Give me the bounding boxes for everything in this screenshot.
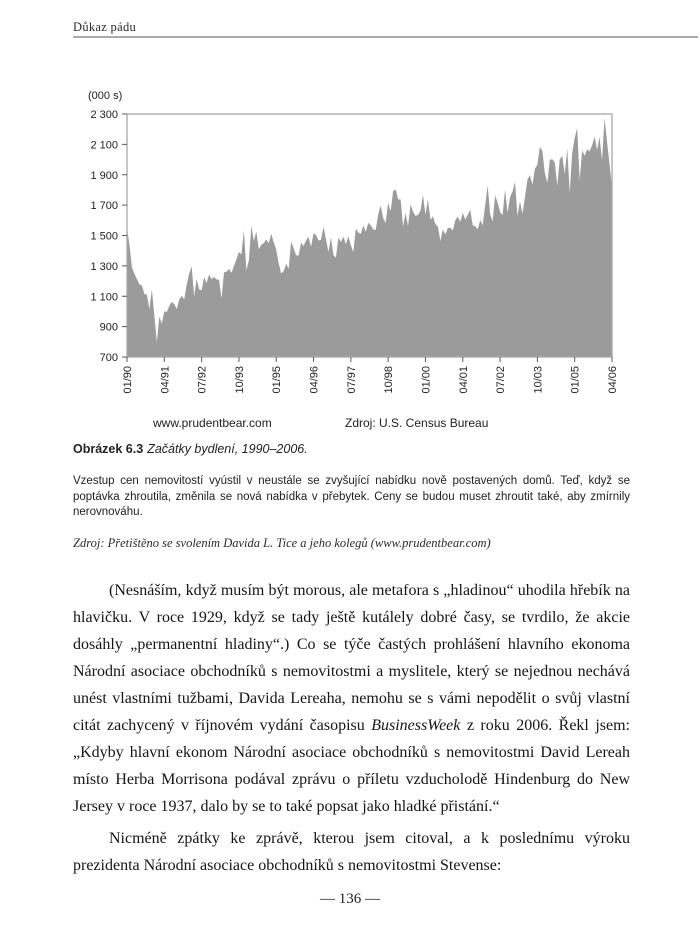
x-tick-label: 01/95 bbox=[271, 366, 284, 394]
x-tick-label: 01/90 bbox=[122, 366, 134, 394]
y-tick-label: 1 100 bbox=[90, 291, 118, 304]
figure-caption-label: Obrázek 6.3 bbox=[73, 442, 144, 456]
figure-caption-title: Začátky bydlení, 1990–2006. bbox=[147, 442, 308, 456]
y-tick-label: 700 bbox=[99, 352, 118, 364]
y-tick-label: 1 500 bbox=[90, 230, 118, 243]
x-tick-label: 10/98 bbox=[383, 366, 396, 394]
y-tick-label: 900 bbox=[99, 321, 118, 334]
x-tick-label: 04/06 bbox=[607, 366, 619, 394]
chart-source-url: www.prudentbear.com bbox=[153, 416, 272, 430]
chart-source-credit: Zdroj: U.S. Census Bureau bbox=[345, 416, 489, 430]
paragraph-1-text: (Nesnáším, když musím být morous, ale metafora s „hladinou“ uhodila hřebík na hlavičku. V roce 1929, když se tady ještě kutálely dobré časy, se tvrdilo, že akcie dosáhly „permanentní hladiny“.) Co se týče častých prohlášení hlavního ekonoma Národní asociace obchodníků s nemovitostmi a myslitele, který se nejednou nechává unést vlastními tužbami, Davida Lereaha, nemohu se s vámi nepodělit o svůj vlastní citát zachycený v říjnovém vydání časopisu bbox=[73, 582, 630, 734]
x-tick-label: 07/92 bbox=[196, 366, 209, 394]
paragraph-2: Nicméně zpátky ke zprávě, kterou jsem citoval, a k poslednímu výroku prezidenta Národní asociace obchodníků s nemovitostmi Stevense: bbox=[73, 830, 630, 874]
running-head: Důkaz pádu bbox=[73, 20, 137, 34]
figure-description: Vzestup cen nemovitostí vyústil v neustále se zvyšující nabídku nově postavených domů. Teď, když se poptávka zhroutila, změnila se nová nabídka v přebytek. Ceny se budou muset zhroutit také, aby zmírnily nerovnováhu. bbox=[73, 475, 630, 518]
x-tick-label: 01/05 bbox=[569, 366, 582, 394]
x-tick-label: 07/02 bbox=[495, 366, 508, 394]
y-tick-label: 2 100 bbox=[90, 139, 118, 152]
y-tick-label: 1 900 bbox=[90, 169, 118, 182]
x-tick-label: 04/01 bbox=[457, 366, 470, 394]
header-rule bbox=[73, 36, 698, 38]
page-number: — 136 — bbox=[320, 891, 380, 907]
x-tick-label: 10/03 bbox=[532, 366, 545, 394]
area-series bbox=[127, 118, 612, 357]
y-tick-label: 1 300 bbox=[90, 260, 118, 273]
businessweek-italic: BusinessWeek bbox=[371, 717, 461, 734]
x-tick-label: 07/97 bbox=[345, 366, 358, 394]
x-tick-label: 04/91 bbox=[159, 366, 172, 394]
paragraph-1-text-cont: z roku 2006. Řekl jsem: „Kdyby hlavní ekonom Národní asociace obchodníků s nemovitostmi David Lereah místo Herba Morrisona podával zprávu o příletu vzducholodě Hindenburg do New Jersey v roce 1937, dalo by se to také popsat jako hladké přistání.“ bbox=[73, 717, 630, 815]
figure-source-note: Zdroj: Přetištěno se svolením Davida L. Tice a jeho kolegů (www.prudentbear.com) bbox=[73, 536, 491, 550]
x-tick-label: 10/93 bbox=[233, 366, 246, 394]
body-text bbox=[73, 577, 630, 879]
y-tick-label: 1 700 bbox=[90, 200, 118, 213]
housing-starts-area-chart bbox=[65, 85, 625, 415]
x-tick-label: 04/96 bbox=[308, 366, 321, 394]
figure-caption bbox=[73, 442, 308, 456]
y-tick-label: 2 300 bbox=[90, 109, 118, 121]
paragraph-1 bbox=[73, 577, 630, 820]
x-tick-label: 01/00 bbox=[420, 366, 433, 394]
y-axis-unit-label: (000 s) bbox=[88, 90, 123, 102]
